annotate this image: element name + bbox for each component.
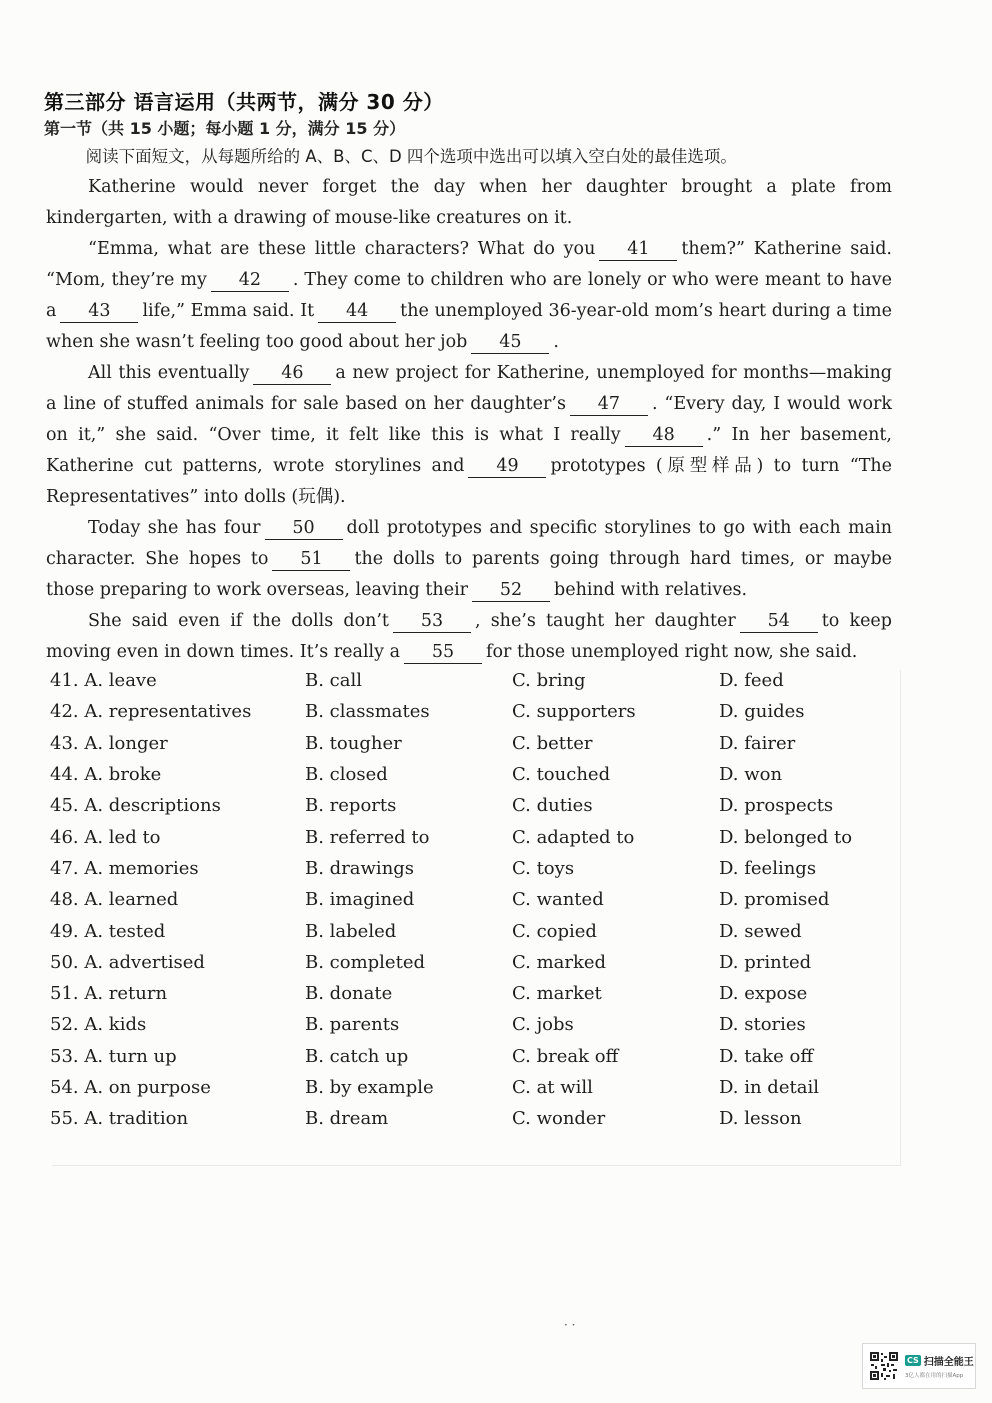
blank-43: 43 (60, 300, 138, 323)
option-d: D. feed (719, 670, 784, 692)
option-b: B. classmates (305, 701, 430, 723)
option-row (50, 978, 900, 1009)
blank-44: 44 (318, 300, 396, 323)
option-d: D. expose (719, 983, 808, 1005)
cloze-passage (46, 141, 892, 668)
blank-53: 53 (393, 610, 471, 633)
option-row (50, 853, 900, 884)
option-b: B. imagined (305, 889, 415, 911)
option-row (50, 1103, 900, 1134)
option-b: B. catch up (305, 1045, 409, 1067)
option-d: D. in detail (719, 1077, 819, 1098)
passage-text: the dolls to parents going through hard times, or maybe those preparing to work overseas, leaving their (46, 549, 893, 600)
passage-text: “Emma, what are these little characters? What do you (88, 239, 596, 259)
blank-52: 52 (472, 579, 550, 602)
paragraph-4 (46, 513, 892, 606)
option-row (50, 884, 900, 915)
option-b: B. closed (305, 764, 388, 786)
paragraph-2 (46, 234, 892, 358)
option-row (50, 1041, 900, 1072)
blank-41: 41 (599, 238, 677, 261)
option-c: C. market (512, 983, 602, 1005)
option-row (50, 821, 900, 852)
passage-text: behind with relatives. (554, 580, 748, 600)
passage-text: . They come to children who are lonely or who were meant to have a (46, 270, 893, 321)
option-row (50, 915, 900, 946)
passage-text: . “Every day, I would work on it,” she said. “Over time, it felt like this is what I really (46, 394, 892, 445)
passage-text: . (553, 332, 559, 352)
option-b: B. call (305, 670, 362, 692)
option-row (50, 665, 900, 696)
section-heading: 第三部分 语言运用（共两节，满分 30 分） (44, 90, 444, 114)
passage-text: a new project for Katherine, unemployed for months—making a line of stuffed animals for sale based on her daughter’s (46, 363, 892, 414)
answer-options (50, 665, 900, 1134)
passage-text: them?” Katherine said. “Mom, they’re my (46, 239, 892, 290)
option-a: 45. A. descriptions (50, 795, 221, 817)
option-c: C. marked (512, 951, 607, 973)
option-b: B. parents (305, 1014, 400, 1036)
option-b: B. completed (305, 951, 425, 973)
passage-text: doll prototypes and specific storylines to go with each main character. She hopes to (46, 518, 892, 569)
option-d: D. printed (719, 951, 812, 973)
passage-text: the unemployed 36-year-old mom’s heart during a time when she wasn’t feeling too good about her job (46, 301, 893, 352)
option-c: C. touched (512, 764, 611, 786)
option-a: 52. A. kids (50, 1014, 147, 1036)
passage-text: Today she has four (88, 518, 261, 538)
option-row (50, 759, 900, 790)
option-row (50, 790, 900, 821)
scanner-watermark (862, 1343, 976, 1389)
option-c: C. adapted to (512, 826, 635, 848)
option-a: 42. A. representatives (50, 701, 252, 723)
passage-text: life,” Emma said. It (142, 301, 315, 321)
passage-text: for those unemployed right now, she said. (486, 642, 858, 662)
qr-code-icon (869, 1351, 899, 1381)
blank-49: 49 (468, 455, 546, 478)
watermark-title-row (905, 1353, 974, 1368)
option-a: 54. A. on purpose (50, 1077, 211, 1098)
blank-51: 51 (272, 548, 350, 571)
option-c: C. break off (512, 1045, 619, 1067)
instruction-text: 阅读下面短文，从每题所给的 A、B、C、D 四个选项中选出可以填入空白处的最佳选项。 (85, 147, 737, 166)
blank-46: 46 (253, 362, 331, 385)
blank-48: 48 (625, 424, 703, 447)
option-c: C. better (512, 732, 593, 754)
option-c: C. wonder (512, 1108, 606, 1130)
option-a: 44. A. broke (50, 764, 162, 786)
option-c: C. at will (512, 1077, 593, 1098)
passage-text: to keep moving even in down times. It’s really a (46, 611, 892, 662)
option-row (50, 1072, 900, 1103)
passage-text: .” In her basement, Katherine cut patterns, wrote storylines and (46, 425, 892, 476)
option-a: 48. A. learned (50, 889, 179, 911)
option-b: B. reports (305, 795, 397, 817)
option-c: C. copied (512, 920, 597, 942)
blank-55: 55 (404, 641, 482, 664)
option-c: C. toys (512, 857, 575, 879)
option-d: D. lesson (719, 1108, 802, 1130)
option-d: D. feelings (719, 857, 817, 879)
option-d: D. prospects (719, 795, 834, 817)
option-a: 46. A. led to (50, 826, 161, 848)
option-a: 43. A. longer (50, 732, 168, 754)
option-a: 51. A. return (50, 983, 168, 1005)
option-row (50, 728, 900, 759)
option-a: 49. A. tested (50, 920, 166, 942)
option-b: B. tougher (305, 732, 402, 754)
paragraph-3 (46, 358, 892, 513)
watermark-title: 扫描全能王 (923, 1357, 974, 1368)
option-b: B. referred to (305, 826, 430, 848)
paragraph-5 (46, 606, 892, 668)
paragraph-1: Katherine would never forget the day when her daughter brought a plate from kindergarten, with a drawing of mouse-like creatures on it. (46, 177, 892, 228)
option-d: D. belonged to (719, 826, 853, 848)
option-a: 50. A. advertised (50, 951, 205, 973)
option-c: C. jobs (512, 1014, 574, 1036)
option-b: B. drawings (305, 857, 415, 879)
section-subheading: 第一节（共 15 小题；每小题 1 分，满分 15 分） (44, 119, 406, 138)
passage-text: She said even if the dolls don’t (88, 611, 389, 631)
cs-logo: CS (907, 1356, 919, 1365)
option-c: C. bring (512, 670, 586, 692)
watermark-subtitle: 3亿人都在用的扫描App (905, 1373, 964, 1379)
option-d: D. fairer (719, 732, 796, 754)
option-d: D. promised (719, 889, 830, 911)
option-a: 55. A. tradition (50, 1108, 189, 1130)
option-d: D. sewed (719, 920, 802, 942)
passage-text: All this eventually (88, 363, 250, 383)
option-a: 53. A. turn up (50, 1045, 177, 1067)
option-d: D. guides (719, 701, 805, 723)
option-row (50, 947, 900, 978)
blank-47: 47 (570, 393, 648, 416)
option-a: 47. A. memories (50, 857, 199, 879)
option-d: D. stories (719, 1014, 806, 1036)
option-row (50, 1009, 900, 1040)
page-mark: · · (564, 1318, 576, 1332)
option-b: B. dream (305, 1108, 389, 1130)
blank-45: 45 (471, 331, 549, 354)
option-b: B. donate (305, 983, 393, 1005)
option-d: D. won (719, 764, 783, 786)
blank-50: 50 (265, 517, 343, 540)
option-c: C. duties (512, 795, 593, 817)
blank-42: 42 (211, 269, 289, 292)
option-c: C. supporters (512, 701, 636, 723)
passage-text: , she’s taught her daughter (474, 611, 736, 631)
option-b: B. labeled (305, 920, 397, 942)
watermark-text (905, 1353, 974, 1379)
option-row (50, 696, 900, 727)
blank-54: 54 (740, 610, 818, 633)
option-b: B. by example (305, 1077, 434, 1098)
option-a: 41. A. leave (50, 670, 157, 692)
option-d: D. take off (719, 1045, 814, 1067)
passage-text: prototypes (原型样品) to turn “The Representatives” into dolls (玩偶). (46, 456, 892, 507)
option-c: C. wanted (512, 889, 604, 911)
